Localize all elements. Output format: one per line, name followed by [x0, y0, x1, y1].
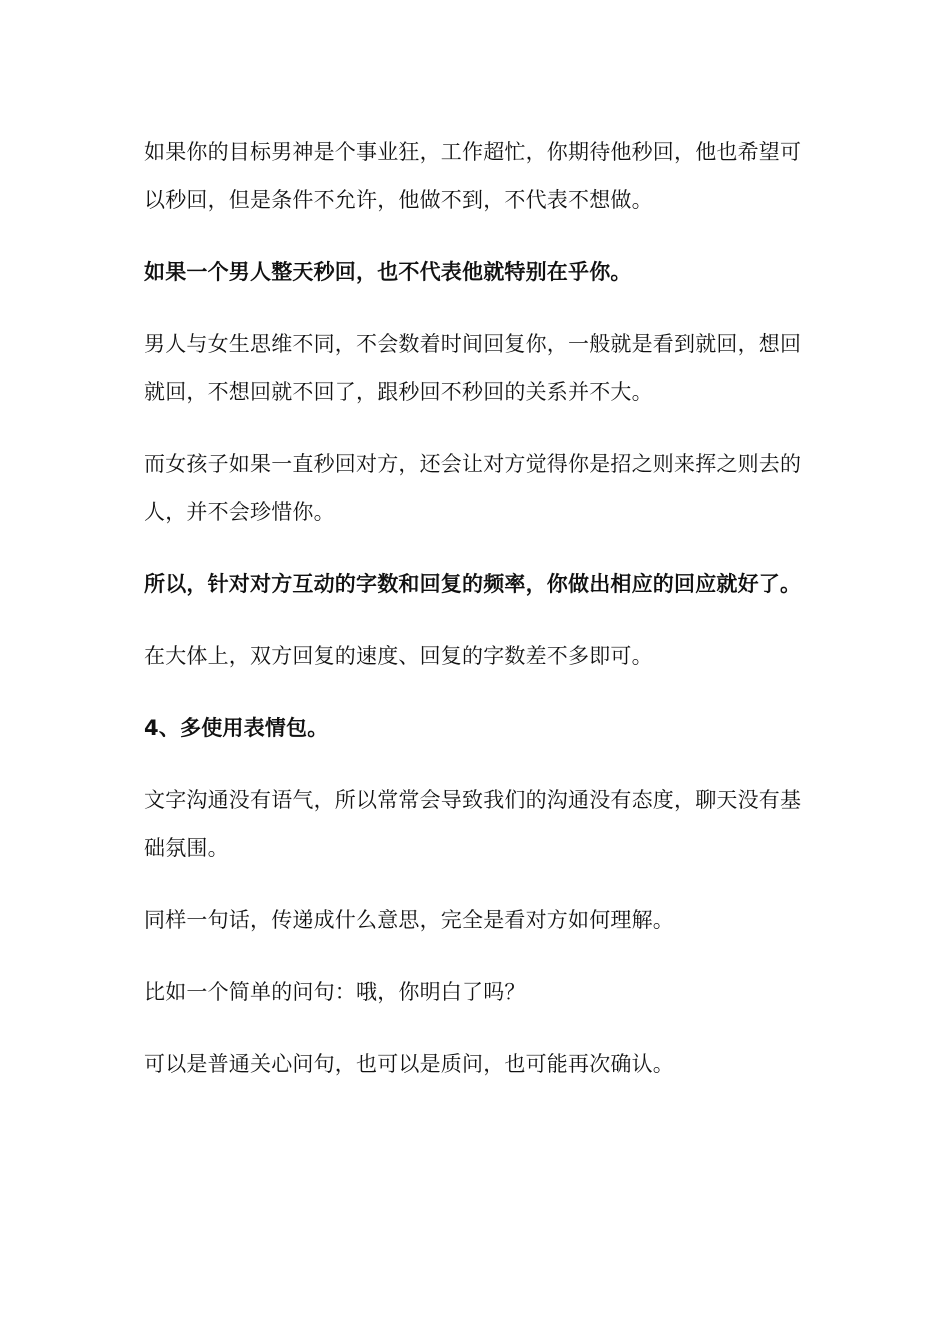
paragraph: 可以是普通关心问句，也可以是质问，也可能再次确认。: [144, 1052, 674, 1076]
article-body: [144, 128, 812, 1112]
paragraph: 男人与女生思维不同，不会数着时间回复你，一般就是看到就回，想回就回，不想回就不回了，跟秒回不秒回的关系并不大。: [144, 332, 802, 404]
bold-paragraph: 如果一个男人整天秒回，也不代表他就特别在乎你。: [144, 260, 632, 284]
paragraph: 比如一个简单的问句：哦，你明白了吗？: [144, 980, 526, 1004]
paragraph: 同样一句话，传递成什么意思，完全是看对方如何理解。: [144, 908, 674, 932]
paragraph: 文字沟通没有语气，所以常常会导致我们的沟通没有态度，聊天没有基础氛围。: [144, 788, 802, 860]
paragraph: 如果你的目标男神是个事业狂，工作超忙，你期待他秒回，他也希望可以秒回，但是条件不允许，他做不到，不代表不想做。: [144, 140, 802, 212]
bold-paragraph: 所以，针对对方互动的字数和回复的频率，你做出相应的回应就好了。: [144, 572, 802, 596]
paragraph: 在大体上，双方回复的速度、回复的字数差不多即可。: [144, 644, 653, 668]
section-heading: 4、多使用表情包。: [144, 716, 329, 740]
paragraph: 而女孩子如果一直秒回对方，还会让对方觉得你是招之则来挥之则去的人，并不会珍惜你。: [144, 452, 802, 524]
